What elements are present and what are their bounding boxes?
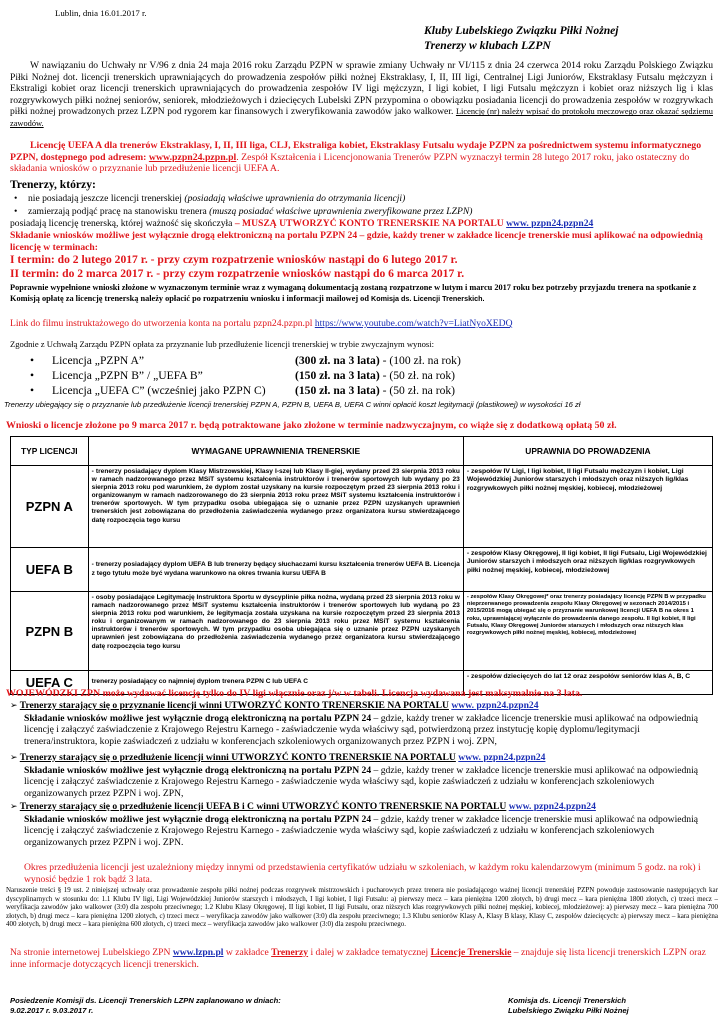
portal-link[interactable]: www. pzpn24.pzpn24 — [458, 752, 546, 763]
fee-item-name: Licencja „UEFA C” (wcześniej jako PZPN C) — [52, 384, 266, 397]
who-line-4: Składanie wniosków możliwe jest wyłącznie drogą elektroniczną na portalu PZPN 24 – gdzie, każdy trener w zakładce licencje trenerskie musi aplikować na odpowiednią licencję w terminach: — [10, 230, 703, 253]
footer-committee: Komisja ds. Licencji Trenerskich — [508, 996, 627, 1005]
bullet-icon: • — [30, 369, 35, 382]
license-rights: - zespołów dziecięcych do lat 12 oraz zespołów seniorów klas A, B, C — [463, 671, 712, 695]
arrow-icon: ➢ — [10, 802, 18, 812]
who-bullet-1-text: nie posiadają jeszcze licencji trenerskiej — [28, 193, 182, 204]
header-rights: UPRAWNIA DO PROWADZENIA — [463, 437, 712, 466]
late-notice: Wnioski o licencje złożone po 9 marca 2017 r. będą potraktowane jako złożone w terminie nadzwyczajnym, co wiąże się z dodatkową opłatą 50 zł. — [6, 420, 617, 431]
section-body-bold: Składanie wniosków możliwe jest wyłącznie drogą elektroniczną na portalu PZPN 24 — [24, 813, 372, 825]
procedure-tail: Komisja ds. Licencji Trenerskich. — [371, 294, 485, 304]
place-date: Lublin, dnia 16.01.2017 r. — [55, 8, 147, 18]
section-body: – gdzie, każdy trener w zakładce licencje trenerskie musi aplikować na odpowiednią licencję i załączyć zaświadczenie z Krajowego Rejestru Karnego - zaświadczenie wyda właściwy sąd, potwierdzoną przez instytucję kopię dyplomu/legitymacji trenera/instruktora, kopie zaświadczeń z udziału w konferencjach szkoleniowych organizowanych przez PZPN i woj. ZPN, — [24, 712, 699, 747]
website-text: Na stronie internetowej Lubelskiego ZPN — [10, 947, 171, 958]
fee-item-bold: (300 zł. na 3 lata) — [295, 354, 380, 367]
footer-left — [10, 996, 281, 1015]
header-type: TYP LICENCJI — [11, 437, 89, 466]
who-bullet-1-note: (posiadają właściwe uprawnienia do otrzymania licencji) — [184, 193, 406, 204]
license-type: PZPN B — [11, 592, 89, 671]
section-heading: Trenerzy starający się o przedłużenie licencji winni UTWORZYĆ KONTO TRENERSKIE NA PORTALU — [19, 752, 456, 763]
footer-right — [508, 996, 629, 1015]
section-extend-uefa — [10, 801, 713, 848]
term-1-review: - przy czym rozpatrzenie wniosków nastąpi do 6 lutego 2017 r. — [147, 253, 458, 266]
video-text: Link do filmu instruktażowego do utworzenia konta na portalu pzpn24.pzpn.pl — [10, 318, 313, 329]
portal-link[interactable]: www. pzpn24.pzpn24 — [508, 801, 596, 812]
license-rights: - zespołów Klasy Okręgowej, II ligi kobiet, II ligi Futsalu, Ligi Wojewódzkiej Juniorów starszych i młodszych oraz niższych lig/klas rozgrywkowych piłki nożnej męskiej, kobiecej, młodzieżowej — [463, 548, 712, 592]
license-requirements: - trenerzy posiadający dyplom UEFA B lub trenerzy będący słuchaczami kursu kształcenia trenerów UEFA B. Licencja z tego tytułu może być wydana warunkowo na okres trwania kursu UEFA B — [88, 548, 463, 592]
procedure-text: Poprawnie wypełnione wnioski złożone w wyznaczonym terminie wraz z wymaganą dokumentacją zostaną rozpatrzone w lutym i marcu 2017 roku bez potrzeby przyjazdu trenera na spotkanie z Komisją opłatę za licencję trenerską należy opłacić po rozpatrzeniu wniosku i informacji mailowej od — [10, 283, 697, 304]
arrow-icon: ➢ — [10, 701, 18, 711]
intro-paragraph — [10, 60, 713, 130]
license-requirements: trenerzy posiadający co najmniej dyplom trenera PZPN C lub UEFA C — [88, 671, 463, 695]
website-text: w zakładce — [223, 947, 269, 958]
who-line-3 — [10, 218, 713, 230]
term-1-date: I termin: do 2 lutego 2017 r. — [10, 253, 148, 266]
license-table — [10, 436, 713, 695]
table-row — [11, 548, 713, 592]
website-note — [10, 947, 713, 970]
section-body: – gdzie, każdy trener w zakładce licencje trenerskie musi aplikować na odpowiednią licencję i załączyć zaświadczenie z Krajowego Rejestru Karnego - zaświadczenie wyda właściwy sąd, kopie zaświadczeń z udziału w konferencjach szkoleniowych organizowanych przez PZPN i woj. ZPN, — [24, 764, 699, 799]
term-1 — [10, 253, 458, 267]
license-rights: - zespołów IV Ligi, I ligi kobiet, II ligi Futsalu mężczyzn i kobiet, Ligi Wojewódzkiej Juniorów starszych i młodszych oraz niższych lig/klas rozgrywkowych piłki nożnej męskiej, kobiecej, młodzieżowej — [463, 466, 712, 548]
section-body: – gdzie, każdy trener w zakładce licencje trenerskie musi aplikować na odpowiednią licencję i załączyć zaświadczenie z Krajowego Rejestru Karnego - zaświadczenie wyda właściwy sąd, kopie zaświadczeń z udziału w konferencjach szkoleniowych organizowanych przez PZPN i woj. ZPN. — [24, 813, 699, 848]
recipient-line-2: Trenerzy w klubach LZPN — [424, 39, 551, 52]
pzpn24-link[interactable]: www.pzpn24.pzpn.pl — [148, 151, 237, 163]
fee-item-name: Licencja „PZPN A” — [52, 354, 145, 367]
bullet-icon: • — [14, 206, 18, 217]
license-rights: - zespołów Klasy Okręgowej* oraz trenerzy posiadający licencję PZPN B w przypadku nieprzerwanego prowadzenia zespołu Klasy Okręgowej w sezonach 2014/2015 i 2015/2016 mogą ubiegać się o przyznanie warunkowej licencji UEFA B na okres 1 roku, uprawniającej wyłącznie do prowadzenia danego zespołu. II ligi kobiet, II ligi Futsalu, Klasy Okręgowej Juniorów starszych i młodszych oraz niższych klas rozgrywkowych piłki nożnej męskiej, kobiecej, młodzieżowej — [463, 592, 712, 671]
website-text: – znajduje się lista licencji trenerskich LZPN oraz inne informacje dotyczących licencji trenerskich. — [10, 947, 706, 970]
table-header-row — [11, 437, 713, 466]
footer-dates: 9.02.2017 r. 9.03.2017 r. — [10, 1005, 94, 1015]
penalties-note: Naruszenie treści § 19 ust. 2 niniejszej uchwały oraz prowadzenie zespołu piłki nożnej podczas rozgrywek mistrzowskich i pucharowych przez trenera nie posiadającego ważnej licencji trenerskiej PZPN powoduje zastosowanie następujących kar dyscyplinarnych w stosunku do: 1.1 Klubu IV ligi, Ligi Wojewódzkiej Juniorów starszych i młodszych, I ligi kobiet, I ligi Futsalu: a) pierwszy mecz – kara pieniężna 1200 złotych, b) drugi mecz – kara pieniężna 1800 złotych, c) trzeci mecz – weryfikacja zawodów jako walkower (3:0) dla zespołu przeciwnego; 1.2 Klubu Klasy Okręgowej, II ligi kobiet, II ligi Futsalu, oraz niższych klas rozgrywkowych piłki nożnej męskiej, kobiecej, młodzieżowej: a) pierwszy mecz – kara pieniężna 700 złotych, b) drugi mecz – kara pieniężna 1200 złotych, c) trzeci mecz – weryfikacja zawodów jako walkower (3:0) dla zespołu przeciwnego; 1.3 Klubu seniorów Klasy A, Klasy B klasy, Klasy C, zespołów dziecięcych: a) pierwszy mecz – kara pieniężna 400 złotych, b) drugi mecz – kara pieniężna 600 złotych, c) trzeci mecz – weryfikacja zawodów jako walkower (3:0) dla zespołu przeciwnego. — [6, 886, 718, 929]
who-line-3-text: posiadają licencję trenerską, której ważność się skończyła — [10, 218, 233, 229]
arrow-icon: ➢ — [10, 753, 18, 763]
section-body-bold: Składanie wniosków możliwe jest wyłącznie drogą elektroniczną na portalu PZPN 24 — [24, 712, 372, 724]
license-type: UEFA C — [11, 671, 89, 695]
fee-item-rest: - (100 zł. na rok) — [379, 354, 461, 367]
section-grant — [10, 700, 713, 747]
tab-licencje-trenerskie[interactable]: Licencje Trenerskie — [430, 947, 512, 958]
section-extend — [10, 752, 713, 799]
video-line — [10, 318, 713, 330]
who-bullet-1 — [14, 193, 405, 205]
video-link[interactable]: https://www.youtube.com/watch?v=LiatNyoXEDQ — [314, 318, 513, 329]
license-type: UEFA B — [11, 548, 89, 592]
fee-item — [30, 383, 550, 398]
uefa-a-text: Licencję UEFA A dla trenerów Ekstraklasy, I, II, III liga, CLJ, Ekstraliga kobiet, Ekstraklasy Futsalu wydaje PZPN za pośrednictwem systemu informatycznego PZPN, dostępnego pod adresem: — [10, 140, 702, 163]
fee-item-rest: - (50 zł. na rok) — [379, 369, 456, 382]
fee-item-bold: (150 zł. na 3 lata) — [295, 384, 380, 397]
voivodeship-notice: WOJEWÓDZKI ZPN może wydawać licencję tylko do IV ligi włącznie oraz j/w w tabeli. Licencja wydawana jest maksymalnie na 3 lata. — [6, 688, 583, 699]
who-line-3-red: – MUSZĄ UTWORZYĆ KONTO TRENERSKIE NA PORTALU — [234, 218, 504, 229]
procedure-paragraph — [10, 282, 713, 304]
who-bullet-2-note: (muszą posiadać właściwe uprawnienia zweryfikowane przez LZPN) — [209, 206, 473, 217]
bullet-icon: • — [30, 384, 35, 397]
card-fee-note: Trenerzy ubiegający się o przyznanie lub przedłużenie licencji trenerskiej PZPN A, PZPN B, UEFA B, UEFA C winni opłacić koszt legitymacji (plastikowej) w wysokości 16 zł — [4, 400, 581, 409]
website-text: i dalej w zakładce tematycznej — [308, 947, 429, 958]
license-requirements: - osoby posiadające Legitymację Instruktora Sportu w dyscyplinie piłka nożna, wydaną przed 23 sierpnia 2013 roku w ramach nadzorowanego przez MSiT systemu kształcenia instruktorów i trenerów sportowych lub wydaną po 23 sierpnia 2013 roku pod warunkiem, że legitymacja została uzyskana na kursie rozpoczętym przed 23 sierpnia 2013 roku i organizowanym w ramach nadzorowanego do 23 sierpnia 2013 roku przez MSiT systemu kształcenia instruktorów i trenerów sportowych. W tym przypadku osoba ubiegająca się o uznanie przez PZPN uzyskanych uprawnień jest zobowiązana do przedłożenia zaświadczenia wydanego przez organizatora kursu stwierdzającego datę rozpoczęcia tego kursu — [88, 592, 463, 671]
tab-trenerzy[interactable]: Trenerzy — [271, 947, 309, 958]
intro-text: W nawiązaniu do Uchwały nr V/96 z dnia 24 maja 2016 roku Zarządu PZPN w sprawie zmiany Uchwały nr VI/115 z dnia 24 czerwca 2014 roku Zarządu Polskiego Związku Piłki Nożnej dot. licencji trenerskich uprawniających do prowadzenia zespołów piłki nożnej Ekstraklasy, I, II, III ligi, Centralnej Ligi Juniorów, Ekstraklasy Futsalu mężczyzn i Ekstraligi kobiet oraz licencji trenerskich uprawniających do prowadzenia zespołów IV ligi mężczyzn, I ligi kobiet, I ligi Futsalu mężczyzn i kobiet oraz niższych lig i klas rozgrywkowych piłki nożnej seniorów, seniorek, młodzieżowych i dziecięcych Lubelski ZPN przypomina o obowiązku posiadania licencji do prowadzenia zespołów w rozgrywkach piłki nożnej prowadzonych przez LZPN pod rygorem kar finansowych i zweryfikowania zawodów jako walkower. — [10, 60, 713, 118]
fee-item — [30, 353, 550, 368]
table-row — [11, 592, 713, 671]
uefa-a-deadline: . Zespół Kształcenia i Licencjonowania Trenerów PZPN wyznaczył termin 28 lutego 2017 roku, jako ostateczny do składania wniosków o przyznanie lub przedłużenie licencji UEFA A. — [10, 151, 690, 175]
validity-note: Okres przedłużenia licencji jest uzależniony między innymi od przedstawienia certyfikatów udziału w szkoleniach, w każdym roku kalendarzowym (minimum 5 godz. na rok) i wynosić będzie 1 rok bądź 3 lata. — [24, 862, 701, 885]
section-body-bold: Składanie wniosków możliwe jest wyłącznie drogą elektroniczną na portalu PZPN 24 — [24, 764, 372, 776]
license-requirements: - trenerzy posiadający dyplom Klasy Mistrzowskiej, Klasy I-szej lub Klasy II-giej, wydany przed 23 sierpnia 2013 roku w ramach nadzorowanego przez MSiT systemu kształcenia instruktorów i trenerów sportowych lub wydany po 23 sierpnia 2013 roku pod warunkiem, że dyplom został uzyskany na kursie rozpoczętym przed 23 sierpnia 2013 roku i organizowanym w ramach nadzorowanego do 23 sierpnia 2013 roku przez MSiT systemu kształcenia instruktorów i trenerów sportowych. W tym przypadku osoba ubiegająca się o uznanie przez PZPN uzyskanych uprawnień trenerskich jest zobowiązana do przedłożenia zaświadczenia wydanego przez organizatora kursu stwierdzającego datę rozpoczęcia tego kursu — [88, 466, 463, 548]
fees-list — [30, 353, 550, 398]
fee-item-bold: (150 zł. na 3 lata) — [295, 369, 380, 382]
who-bullet-2 — [14, 206, 472, 218]
who-heading: Trenerzy, którzy: — [10, 178, 96, 191]
lzpn-link[interactable]: www.lzpn.pl — [172, 947, 224, 958]
portal-link[interactable]: www. pzpn24.pzpn24 — [451, 700, 539, 711]
bullet-icon: • — [14, 193, 18, 204]
intro-note: Licencję (nr) należy wpisać do protokołu meczowego oraz okazać sędziemu zawodów. — [10, 107, 713, 128]
term-2-date: II termin: do 2 marca 2017 r. — [10, 267, 154, 280]
fee-item — [30, 368, 550, 383]
recipient-line-1: Kluby Lubelskiego Związku Piłki Nożnej — [424, 24, 619, 37]
footer-meeting: Posiedzenie Komisji ds. Licencji Trenerskich LZPN zaplanowano w dniach: — [10, 996, 281, 1005]
footer-association: Lubelskiego Związku Piłki Nożnej — [508, 1005, 629, 1015]
bullet-icon: • — [30, 354, 35, 367]
who-bullet-2-text: zamierzają podjąć pracę na stanowisku trenera — [28, 206, 207, 217]
fee-item-name: Licencja „PZPN B” / „UEFA B” — [52, 369, 203, 382]
portal-link[interactable]: www. pzpn24.pzpn24 — [506, 218, 594, 229]
header-requirements: WYMAGANE UPRAWNIENIA TRENERSKIE — [88, 437, 463, 466]
license-type: PZPN A — [11, 466, 89, 548]
section-heading: Trenerzy starający się o przyznanie licencji winni UTWORZYĆ KONTO TRENERSKIE NA PORTALU — [19, 700, 449, 711]
term-2-review: - przy czym rozpatrzenie wniosków nastąpi do 6 marca 2017 r. — [153, 267, 465, 280]
fee-item-rest: - (50 zł. na rok) — [379, 384, 456, 397]
table-row — [11, 466, 713, 548]
section-heading: Trenerzy starający się o przedłużenie licencji UEFA B i C winni UTWORZYĆ KONTO TRENERSKIE NA PORTALU — [19, 801, 507, 812]
uefa-a-paragraph — [10, 140, 713, 175]
fees-intro: Zgodnie z Uchwałą Zarządu PZPN opłata za przyznanie lub przedłużenie licencji trenerskiej w trybie zwyczajnym wynosi: — [10, 339, 435, 349]
term-2 — [10, 267, 464, 281]
